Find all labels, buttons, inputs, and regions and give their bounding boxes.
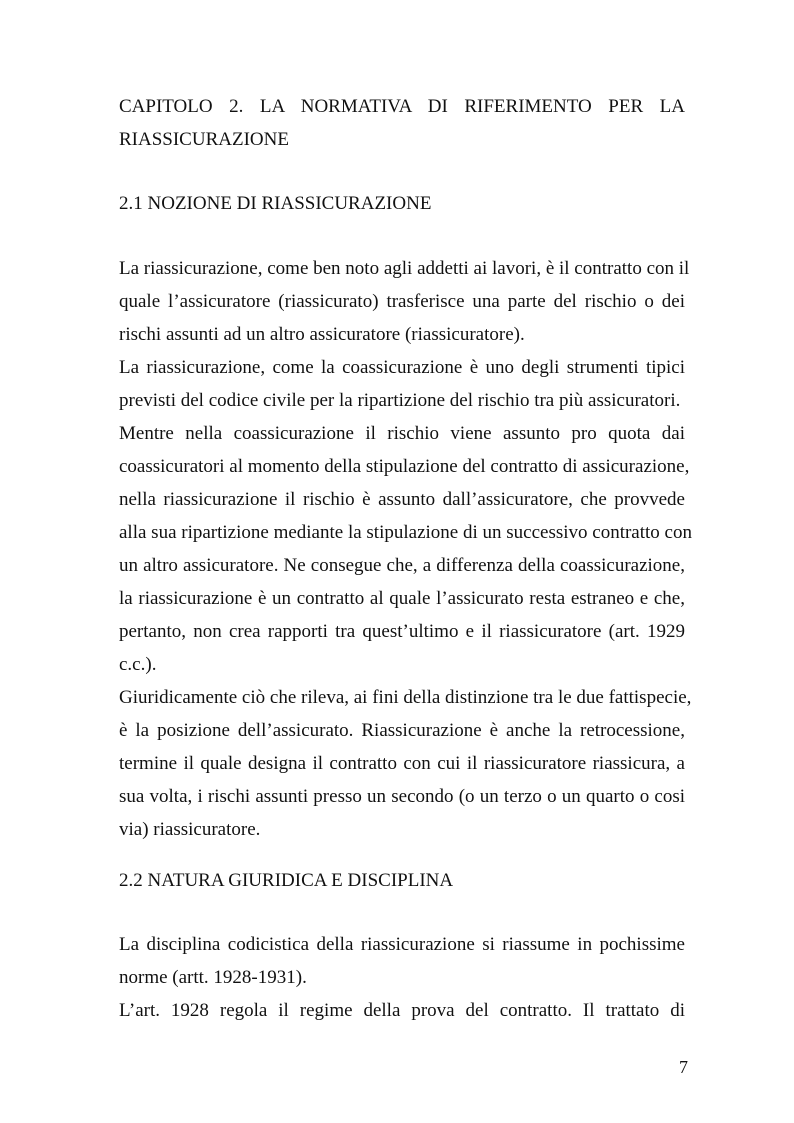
paragraph-line: Giuridicamente ciò che rileva, ai fini della distinzione tra le due fattispecie, [119, 687, 692, 708]
chapter-title-line-2: RIASSICURAZIONE [119, 129, 289, 150]
section-heading-2-2-text: 2.2 NATURA GIURIDICA E DISCIPLINA [119, 870, 454, 891]
paragraph-line: la riassicurazione è un contratto al quale l’assicurato resta estraneo e che, [119, 588, 685, 609]
paragraph-line: pertanto, non crea rapporti tra quest’ultimo e il riassicuratore (art. 1929 [119, 621, 685, 642]
paragraph-line: norme (artt. 1928-1931). [119, 967, 307, 988]
paragraph-line: La disciplina codicistica della riassicurazione si riassume in pochissime [119, 934, 685, 955]
paragraph-line: sua volta, i rischi assunti presso un secondo (o un terzo o un quarto o cosi [119, 786, 685, 807]
paragraph-line: Mentre nella coassicurazione il rischio viene assunto pro quota dai [119, 423, 685, 444]
paragraph-line: un altro assicuratore. Ne consegue che, a differenza della coassicurazione, [119, 555, 685, 576]
paragraph-line: previsti del codice civile per la ripartizione del rischio tra più assicuratori. [119, 390, 681, 411]
paragraph-line: è la posizione dell’assicurato. Riassicurazione è anche la retrocessione, [119, 720, 685, 741]
section-heading-2-1-text: 2.1 NOZIONE DI RIASSICURAZIONE [119, 193, 432, 214]
paragraph-line: nella riassicurazione il rischio è assunto dall’assicuratore, che provvede [119, 489, 685, 510]
paragraph-line: quale l’assicuratore (riassicurato) trasferisce una parte del rischio o dei [119, 291, 685, 312]
chapter-title-line-1: CAPITOLO 2. LA NORMATIVA DI RIFERIMENTO PER LA [119, 96, 685, 117]
paragraph-line: L’art. 1928 regola il regime della prova del contratto. Il trattato di [119, 1000, 685, 1021]
paragraph-line: termine il quale designa il contratto con cui il riassicuratore riassicura, a [119, 753, 685, 774]
paragraph-line: rischi assunti ad un altro assicuratore (riassicuratore). [119, 324, 525, 345]
paragraph-line: La riassicurazione, come ben noto agli addetti ai lavori, è il contratto con il [119, 258, 690, 279]
paragraph-line: alla sua ripartizione mediante la stipulazione di un successivo contratto con [119, 522, 692, 543]
paragraph-line: La riassicurazione, come la coassicurazione è uno degli strumenti tipici [119, 357, 685, 378]
paragraph-line: via) riassicuratore. [119, 819, 261, 840]
paragraph-line: coassicuratori al momento della stipulazione del contratto di assicurazione, [119, 456, 690, 477]
page-number: 7 [679, 1057, 688, 1077]
paragraph-line: c.c.). [119, 654, 157, 675]
